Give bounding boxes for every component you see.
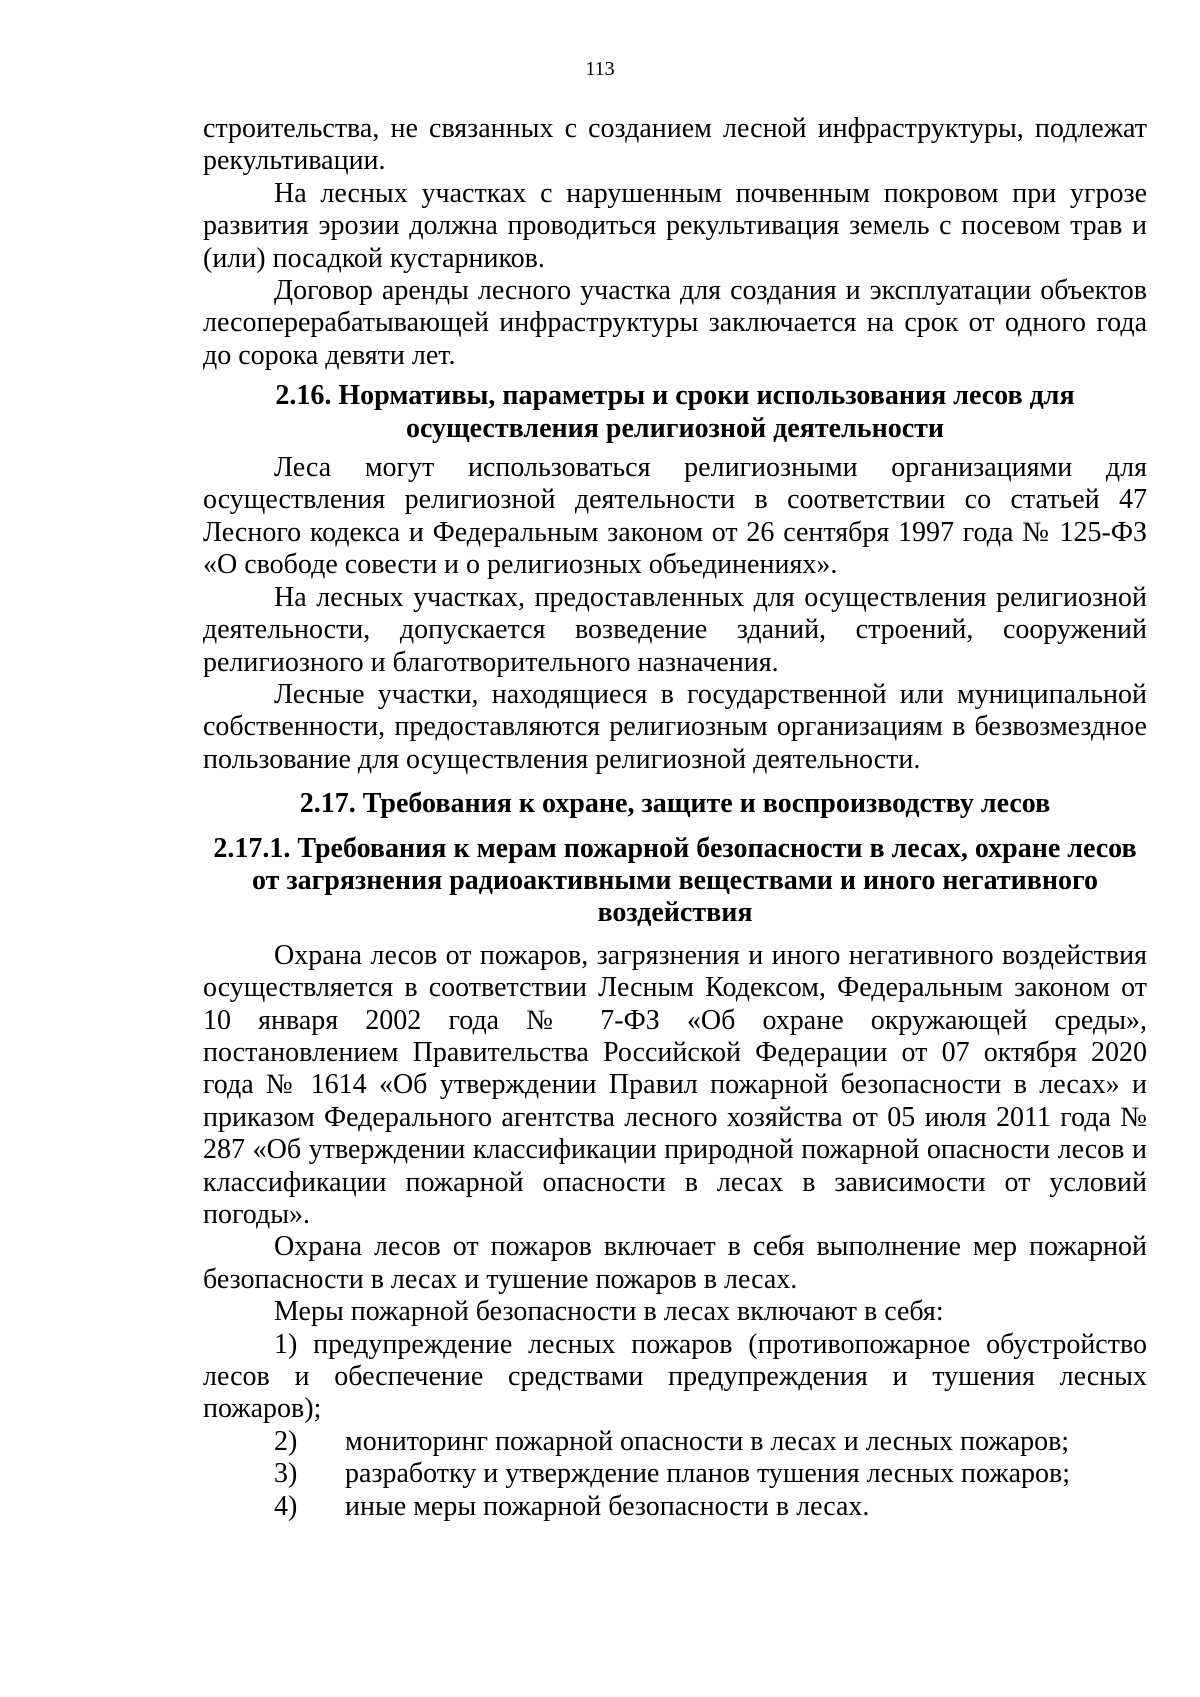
section-heading-2-17: 2.17. Требования к охране, защите и воспроизводству лесов (299, 788, 1051, 820)
list-item-4-number: 4) (274, 1490, 298, 1522)
page-number: 113 (585, 58, 615, 80)
paragraph-fire-measures-intro: Меры пожарной безопасности в лесах включают в себя: (274, 1296, 944, 1328)
list-item-1: 1) предупреждение лесных пожаров (противопожарное обустройство лесов и обеспечение средствами предупреждения и тушения лесных пожаров); (203, 1328, 1147, 1425)
paragraph-soil-recultivation: На лесных участках с нарушенным почвенным покровом при угрозе развития эрозии должна проводиться рекультивация земель с посевом трав и (или) посадкой кустарников. (203, 177, 1147, 274)
list-item-2-number: 2) (274, 1425, 298, 1457)
section-heading-2-17-1: 2.17.1. Требования к мерам пожарной безопасности в лесах, охране лесов от загрязнения радиоактивными веществами и иного негативного воздействия (213, 832, 1137, 929)
list-item-2 (203, 1426, 1147, 1458)
list-item-4 (203, 1491, 1147, 1523)
list-item-4-text: иные меры пожарной безопасности в лесах. (345, 1490, 870, 1522)
paragraph-religious-buildings: На лесных участках, предоставленных для осуществления религиозной деятельности, допускается возведение зданий, строений, сооружений религиозного и благотворительного назначения. (203, 581, 1147, 678)
page-content (203, 113, 1147, 1523)
list-item-3-number: 3) (274, 1458, 298, 1490)
paragraph-free-use: Лесные участки, находящиеся в государственной или муниципальной собственности, предоставляются религиозным организациям в безвозмездное пользование для осуществления религиозной деятельности. (203, 678, 1147, 775)
list-item-2-text: мониторинг пожарной опасности в лесах и лесных пожаров; (345, 1425, 1070, 1457)
paragraph-lease-term: Договор аренды лесного участка для создания и эксплуатации объектов лесоперерабатывающей инфраструктуры заключается на срок от одного года до сорока девяти лет. (203, 275, 1147, 371)
paragraph-religious-use: Леса могут использоваться религиозными организациями для осуществления религиозной деятельности в соответствии со статьей 47 Лесного кодекса и Федеральным законом от 26 сентября 1997 года № 125-ФЗ «О свободе совести и о религиозных объединениях». (203, 452, 1147, 581)
list-item-3-text: разработку и утверждение планов тушения лесных пожаров; (345, 1458, 1071, 1490)
paragraph-forest-protection-law: Охрана лесов от пожаров, загрязнения и иного негативного воздействия осуществляется в соответствии Лесным Кодексом, Федеральным законом от 10 января 2002 года № 7-ФЗ «Об охране окружающей среды», постановлением Правительства Российской Федерации от 07 октября 2020 года № 1614 «Об утверждении Правил пожарной безопасности в лесах» и приказом Федерального агентства лесного хозяйства от 05 июля 2011 года № 287 «Об утверждении классификации природной пожарной опасности лесов и классификации пожарной опасности в лесах в зависимости от условий погоды». (203, 939, 1147, 1230)
section-heading-2-16: 2.16. Нормативы, параметры и сроки использования лесов для осуществления религиозной деятельности (275, 380, 1075, 444)
list-item-3 (203, 1458, 1147, 1490)
paragraph-fire-protection: Охрана лесов от пожаров включает в себя выполнение мер пожарной безопасности в лесах и тушение пожаров в лесах. (203, 1231, 1147, 1295)
paragraph-continuation: строительства, не связанных с созданием лесной инфраструктуры, подлежат рекультивации. (203, 113, 1147, 177)
